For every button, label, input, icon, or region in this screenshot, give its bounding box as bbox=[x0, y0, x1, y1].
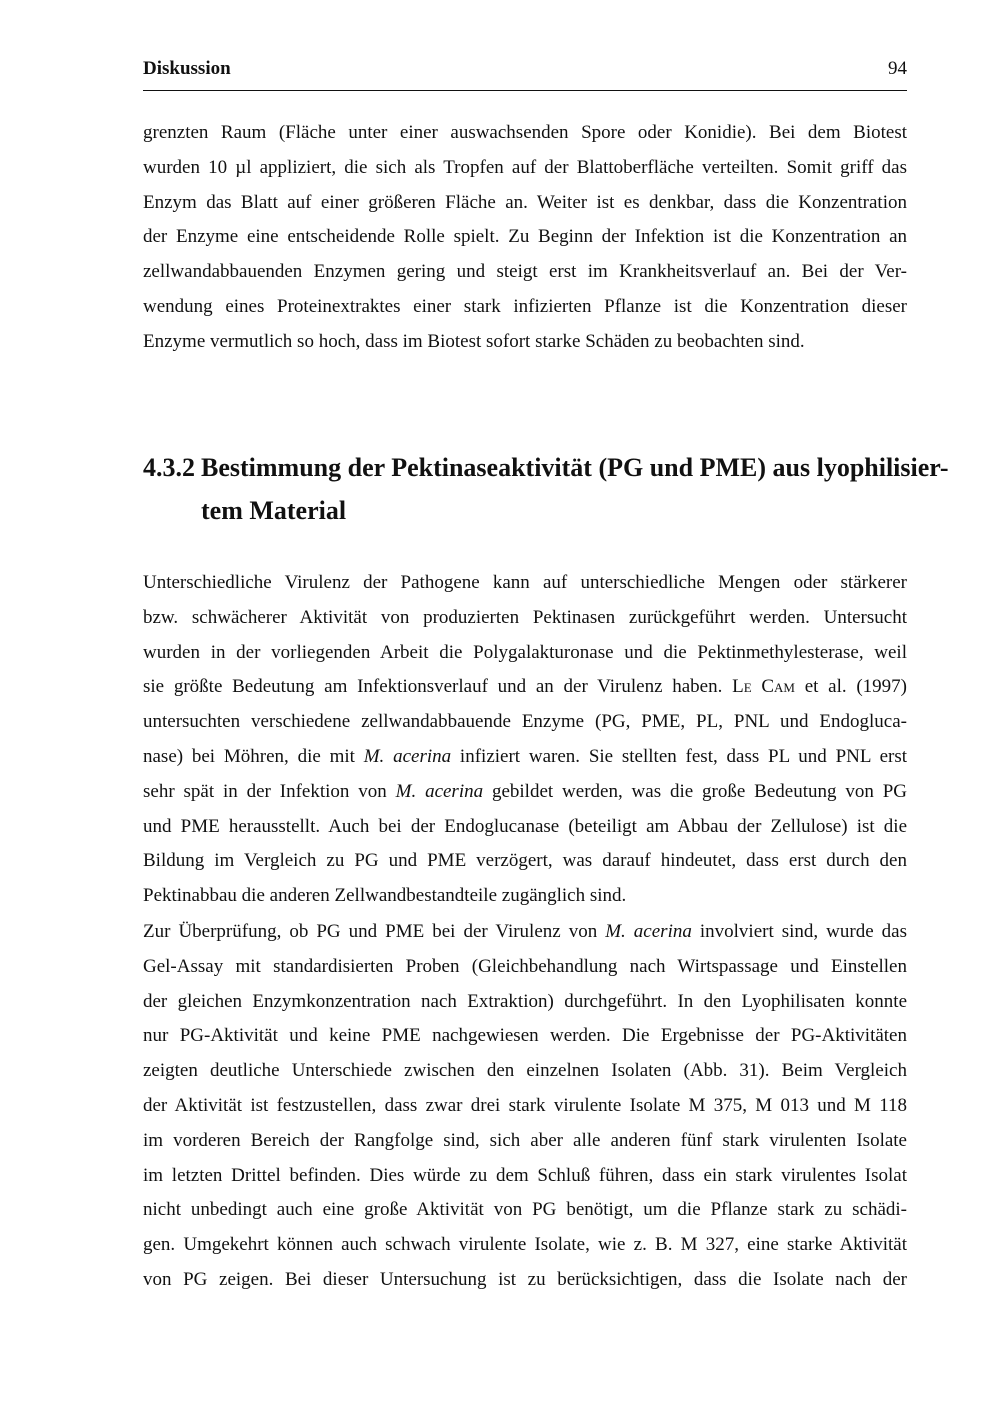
text-line: wurden in der vorliegenden Arbeit die Polygalakturonase und die Pektinmethylesterase, weil bbox=[143, 641, 907, 663]
text-line: im letzten Drittel befinden. Dies würde zu dem Schluß führen, dass ein stark virulentes Isolat bbox=[143, 1164, 907, 1186]
text-segment: sehr spät in der Infektion von bbox=[143, 780, 396, 802]
text-line bbox=[143, 775, 907, 810]
text-line: im vorderen Bereich der Rangfolge sind, sich aber alle anderen fünf stark virulenten Isolate bbox=[143, 1129, 907, 1151]
text-line bbox=[143, 670, 907, 705]
text-line: der Aktivität ist festzustellen, dass zwar drei stark virulente Isolate M 375, M 013 und M 118 bbox=[143, 1094, 907, 1116]
citation-author: Le Cam bbox=[732, 676, 795, 698]
paragraph-2 bbox=[143, 566, 907, 914]
paragraph-3 bbox=[143, 915, 907, 1298]
section-title-line-2: tem Material bbox=[201, 496, 347, 525]
species-name: M. acerina bbox=[395, 780, 484, 802]
text-line: Enzyme vermutlich so hoch, dass im Biotest sofort starke Schäden zu beobachten sind. bbox=[143, 330, 805, 352]
text-line: Gel-Assay mit standardisierten Proben (Gleichbehandlung nach Wirtspassage und Einstellen bbox=[143, 955, 907, 977]
text-line bbox=[143, 915, 907, 950]
text-segment: involviert sind, wurde das bbox=[691, 921, 907, 942]
text-line: der Enzyme eine entscheidende Rolle spielt. Zu Beginn der Infektion ist die Konzentration an bbox=[143, 226, 907, 248]
text-line: bzw. schwächerer Aktivität von produzierten Pektinasen zurückgeführt werden. Untersucht bbox=[143, 606, 907, 628]
page-number: 94 bbox=[888, 58, 907, 79]
text-line bbox=[143, 740, 907, 775]
text-line: nicht unbedingt auch eine große Aktivität von PG benötigt, um die Pflanze stark zu schädi- bbox=[143, 1199, 907, 1221]
text-segment: et al. (1997) bbox=[795, 676, 907, 698]
text-line: Pektinabbau die anderen Zellwandbestandteile zugänglich sind. bbox=[143, 885, 627, 907]
text-segment: nase) bei Möhren, die mit bbox=[143, 745, 364, 767]
species-name: M. acerina bbox=[363, 745, 452, 767]
text-line: von PG zeigen. Bei dieser Untersuchung ist zu berücksichtigen, dass die Isolate nach der bbox=[143, 1268, 907, 1290]
text-segment: infiziert waren. Sie stellten fest, dass PL und PNL erst bbox=[451, 745, 907, 767]
text-line: nur PG-Aktivität und keine PME nachgewiesen werden. Die Ergebnisse der PG-Aktivitäten bbox=[143, 1025, 907, 1047]
text-segment: gebildet werden, was die große Bedeutung von PG bbox=[483, 780, 907, 802]
chapter-title: Diskussion bbox=[143, 58, 231, 79]
text-line: der gleichen Enzymkonzentration nach Extraktion) durchgeführt. In den Lyophilisaten konnte bbox=[143, 990, 907, 1012]
paragraph-1 bbox=[143, 116, 907, 360]
species-name: M. acerina bbox=[605, 921, 692, 942]
text-line: Enzym das Blatt auf einer größeren Fläche an. Weiter ist es denkbar, dass die Konzentration bbox=[143, 191, 907, 213]
text-line: Bildung im Vergleich zu PG und PME verzögert, was darauf hindeutet, dass erst durch den bbox=[143, 850, 907, 872]
text-line: zellwandabbauenden Enzymen gering und steigt erst im Krankheitsverlauf an. Bei der Ver- bbox=[143, 261, 907, 283]
text-segment: Zur Überprüfung, ob PG und PME bei der Virulenz von bbox=[143, 921, 606, 942]
section-number: 4.3.2 bbox=[143, 453, 195, 482]
text-segment: sie größte Bedeutung am Infektionsverlauf und an der Virulenz haben. bbox=[143, 676, 733, 698]
page-header bbox=[143, 58, 907, 91]
text-line: und PME herausstellt. Auch bei der Endoglucanase (beteiligt am Abbau der Zellulose) ist die bbox=[143, 815, 907, 837]
text-line: zeigten deutliche Unterschiede zwischen den einzelnen Isolaten (Abb. 31). Beim Vergleich bbox=[143, 1060, 907, 1082]
section-title-line-1: Bestimmung der Pektinaseaktivität (PG und PME) aus lyophilisier- bbox=[201, 453, 949, 482]
text-line: Unterschiedliche Virulenz der Pathogene kann auf unterschiedliche Mengen oder stärkerer bbox=[143, 572, 907, 593]
text-line: wurden 10 µl appliziert, die sich als Tropfen auf der Blattoberfläche verteilten. Somit griff das bbox=[143, 156, 907, 178]
text-line: untersuchten verschiedene zellwandabbauende Enzyme (PG, PME, PL, PNL und Endogluca- bbox=[143, 711, 907, 733]
text-line: wendung eines Proteinextraktes einer stark infizierten Pflanze ist die Konzentration dieser bbox=[143, 295, 907, 317]
text-line: grenzten Raum (Fläche unter einer auswachsenden Spore oder Konidie). Bei dem Biotest bbox=[143, 122, 907, 143]
text-line: gen. Umgekehrt können auch schwach virulente Isolate, wie z. B. M 327, eine starke Aktivität bbox=[143, 1234, 907, 1256]
